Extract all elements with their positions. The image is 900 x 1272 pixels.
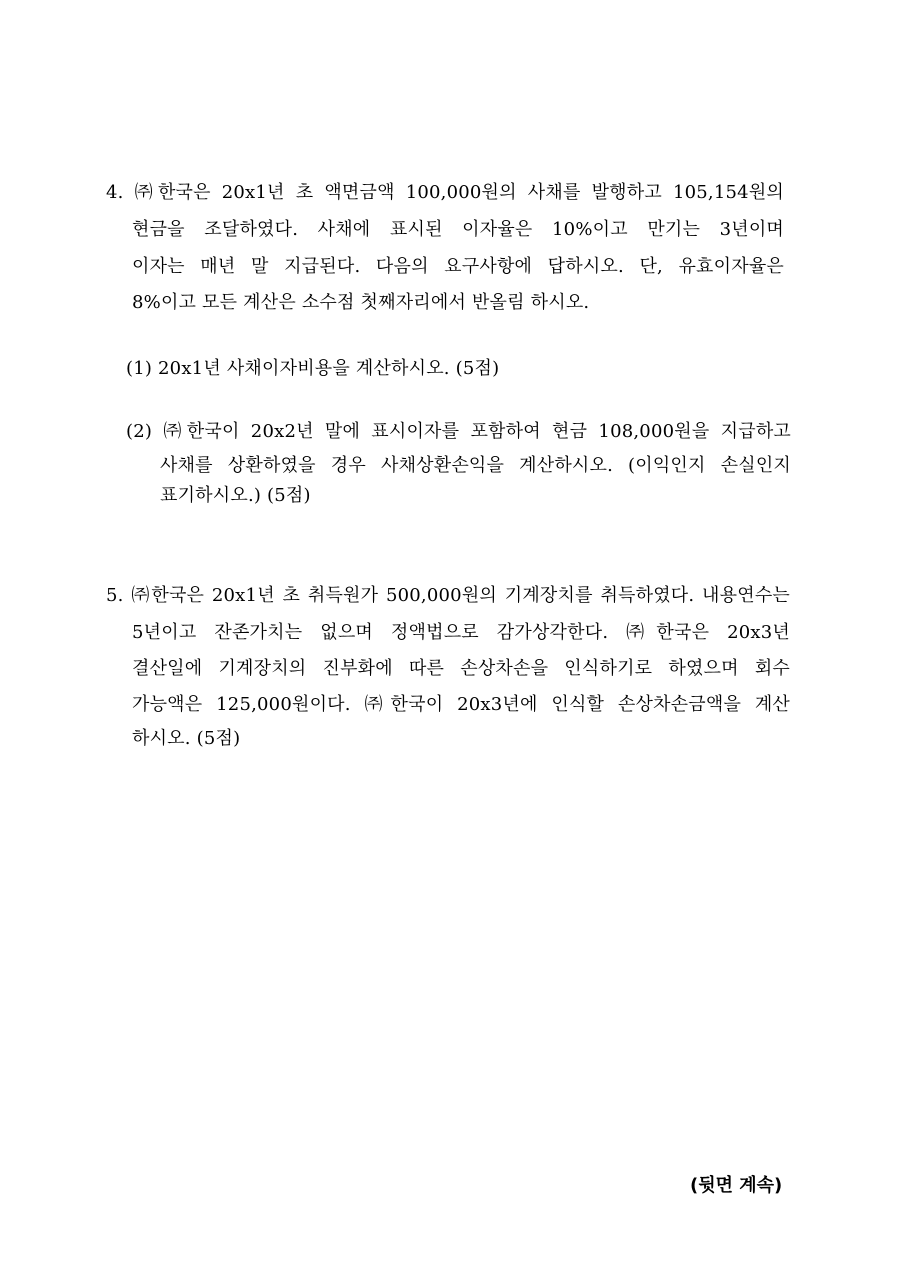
question-5-line-1: 5. ㈜한국은 20x1년 초 취득원가 500,000원의 기계장치를 취득하였다. 내용연수는 <box>106 585 790 606</box>
question-5-line-4: 가능액은 125,000원이다. ㈜한국이 20x3년에 인식할 손상차손금액을 계산 <box>132 694 790 715</box>
question-5-line-2: 5년이고 잔존가치는 없으며 정액법으로 감가상각한다. ㈜한국은 20x3년 <box>132 622 790 643</box>
question-4-line-1: 4. ㈜한국은 20x1년 초 액면금액 100,000원의 사채를 발행하고 105,154원의 <box>106 182 784 203</box>
question-4-line-2: 현금을 조달하였다. 사채에 표시된 이자율은 10%이고 만기는 3년이며 <box>132 219 784 240</box>
question-4-sub-2-line-2: 사채를 상환하였을 경우 사채상환손익을 계산하시오. (이익인지 손실인지 <box>160 455 791 476</box>
question-5-line-5: 하시오. (5점) <box>132 728 241 749</box>
question-4-line-3: 이자는 매년 말 지급된다. 다음의 요구사항에 답하시오. 단, 유효이자율은 <box>132 256 784 277</box>
question-4-line-4: 8%이고 모든 계산은 소수점 첫째자리에서 반올림 하시오. <box>132 292 590 313</box>
question-5-line-3: 결산일에 기계장치의 진부화에 따른 손상차손을 인식하기로 하였으며 회수 <box>132 658 790 679</box>
continued-on-back-note: (뒷면 계속) <box>690 1175 783 1196</box>
question-4-sub-1: (1) 20x1년 사채이자비용을 계산하시오. (5점) <box>126 358 500 379</box>
question-4-sub-2-line-1: (2) ㈜한국이 20x2년 말에 표시이자를 포함하여 현금 108,000원을 지급하고 <box>126 421 791 442</box>
question-4-sub-2-line-3: 표기하시오.) (5점) <box>160 485 311 506</box>
